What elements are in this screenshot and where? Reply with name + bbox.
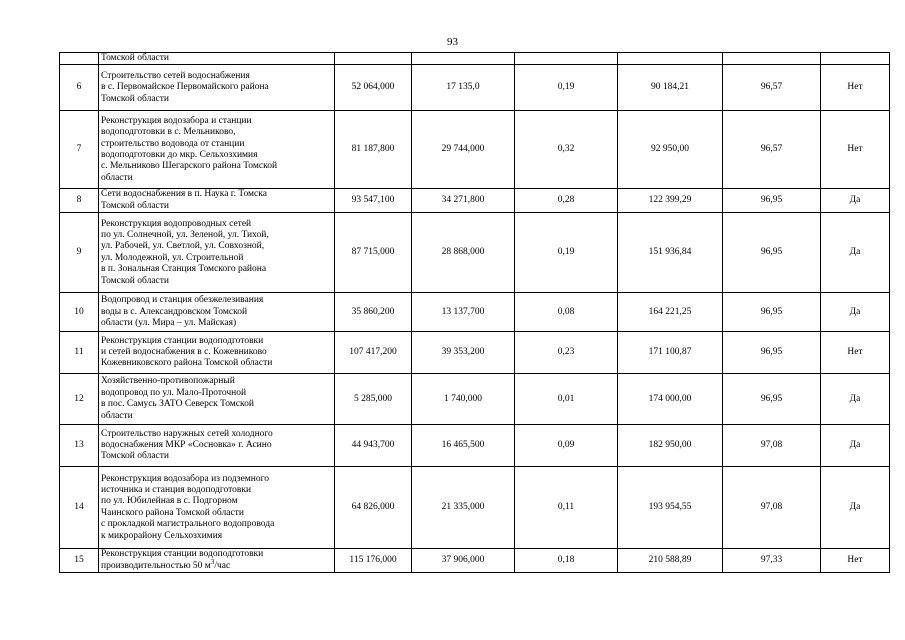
table-row	[60, 549, 890, 573]
cost-cell	[335, 53, 412, 65]
project-name-line: Реконструкция водозабора и станции	[101, 115, 252, 126]
capacity-cell: 28 868,000	[412, 213, 515, 293]
row-number: 9	[60, 213, 99, 293]
table-row	[60, 53, 890, 65]
row-number: 6	[60, 65, 99, 111]
project-name-line: Томской области	[101, 200, 169, 211]
project-name-line: Томской области	[101, 275, 169, 286]
share-cell: 0,19	[515, 213, 618, 293]
project-name	[99, 467, 335, 549]
project-name	[99, 332, 335, 374]
cost-cell: 35 860,200	[335, 293, 412, 332]
flag-cell: Да	[821, 467, 890, 549]
percent-cell: 96,95	[723, 332, 821, 374]
cumulative-cell: 151 936,84	[618, 213, 723, 293]
capacity-cell: 37 906,000	[412, 549, 515, 573]
percent-cell: 97,08	[723, 467, 821, 549]
project-name-line: по ул. Солнечной, ул. Зеленой, ул. Тихой,	[101, 229, 269, 240]
percent-cell: 96,57	[723, 111, 821, 189]
project-name-line: области	[101, 172, 133, 183]
table-row	[60, 189, 890, 213]
share-cell: 0,23	[515, 332, 618, 374]
row-number	[60, 53, 99, 65]
table-row	[60, 65, 890, 111]
project-name	[99, 53, 335, 65]
project-name-line: Томской области	[101, 451, 169, 462]
project-name-line: воды в с. Александровском Томской	[101, 306, 248, 317]
superscript: 3	[210, 557, 215, 566]
row-number: 10	[60, 293, 99, 332]
percent-cell	[723, 53, 821, 65]
projects-table	[59, 52, 890, 573]
project-name-line: и сетей водоснабжения в с. Кожевниково	[101, 347, 267, 358]
capacity-cell: 39 353,200	[412, 332, 515, 374]
project-name-line: Томской области	[101, 53, 169, 63]
share-cell: 0,28	[515, 189, 618, 213]
capacity-cell: 21 335,000	[412, 467, 515, 549]
project-name-line: в пос. Самусь ЗАТО Северск Томской	[101, 399, 254, 410]
row-number: 8	[60, 189, 99, 213]
project-name	[99, 425, 335, 467]
project-name-line: с прокладкой магистрального водопровода	[101, 519, 275, 530]
row-number: 7	[60, 111, 99, 189]
project-name-line: Реконструкция водопроводных сетей	[101, 218, 252, 229]
cost-cell: 93 547,100	[335, 189, 412, 213]
cost-cell: 5 285,000	[335, 374, 412, 425]
project-name-line: водоподготовки до мкр. Сельхозхимия	[101, 149, 258, 160]
project-name-line: водоподготовки в с. Мельниково,	[101, 127, 236, 138]
flag-cell: Да	[821, 425, 890, 467]
table-row	[60, 213, 890, 293]
cost-cell: 64 826,000	[335, 467, 412, 549]
project-name-line: с. Мельниково Шегарского района Томской	[101, 161, 278, 172]
project-name-line: в п. Зональная Станция Томского района	[101, 264, 267, 275]
share-cell: 0,08	[515, 293, 618, 332]
table-row	[60, 425, 890, 467]
project-name-line: к микрорайону Сельхозхимия	[101, 530, 223, 541]
project-name	[99, 65, 335, 111]
flag-cell: Да	[821, 189, 890, 213]
project-name-line: Водопровод и станция обезжелезивания	[101, 295, 264, 306]
cumulative-cell: 210 588,89	[618, 549, 723, 573]
row-number: 13	[60, 425, 99, 467]
cumulative-cell: 193 954,55	[618, 467, 723, 549]
project-name	[99, 549, 335, 573]
project-name-line: производительностью 50 $м^3$/час	[101, 557, 231, 571]
share-cell: 0,19	[515, 65, 618, 111]
share-cell: 0,09	[515, 425, 618, 467]
percent-cell: 96,95	[723, 293, 821, 332]
flag-cell	[821, 53, 890, 65]
flag-cell: Нет	[821, 549, 890, 573]
percent-cell: 96,57	[723, 65, 821, 111]
percent-cell: 96,95	[723, 213, 821, 293]
project-name-line: Хозяйственно-противопожарный	[101, 376, 235, 387]
table-row	[60, 293, 890, 332]
cumulative-cell: 171 100,87	[618, 332, 723, 374]
share-cell: 0,18	[515, 549, 618, 573]
cost-cell: 44 943,700	[335, 425, 412, 467]
percent-cell: 96,95	[723, 374, 821, 425]
cost-cell: 81 187,800	[335, 111, 412, 189]
capacity-cell: 17 135,0	[412, 65, 515, 111]
project-name	[99, 189, 335, 213]
project-name-line: области	[101, 410, 133, 421]
project-name-line: области (ул. Мира – ул. Майская)	[101, 317, 237, 328]
project-name	[99, 111, 335, 189]
cost-cell: 107 417,200	[335, 332, 412, 374]
flag-cell: Нет	[821, 332, 890, 374]
percent-cell: 97,08	[723, 425, 821, 467]
capacity-cell: 13 137,700	[412, 293, 515, 332]
share-cell: 0,11	[515, 467, 618, 549]
project-name-line: в с. Первомайское Первомайского района	[101, 82, 269, 93]
project-name-line: Чаинского района Томской области	[101, 507, 244, 518]
cumulative-cell	[618, 53, 723, 65]
cumulative-cell: 174 000,00	[618, 374, 723, 425]
table-row	[60, 374, 890, 425]
project-name	[99, 374, 335, 425]
project-name-line: строительство водовода от станции	[101, 138, 245, 149]
flag-cell: Да	[821, 213, 890, 293]
project-name-line: водопровод по ул. Мало-Проточной	[101, 387, 247, 398]
page-number: 93	[447, 36, 458, 48]
flag-cell: Нет	[821, 111, 890, 189]
project-name-line: водоснабжения МКР «Сосновка» г. Асино	[101, 440, 272, 451]
project-name-line: Строительство сетей водоснабжения	[101, 70, 250, 81]
row-number: 14	[60, 467, 99, 549]
table-row	[60, 332, 890, 374]
cumulative-cell: 182 950,00	[618, 425, 723, 467]
project-name-line: Кожевниковского района Томской области	[101, 358, 273, 369]
project-name-line: источника и станция водоподготовки	[101, 484, 252, 495]
capacity-cell	[412, 53, 515, 65]
row-number: 15	[60, 549, 99, 573]
project-name-line: Строительство наружных сетей холодного	[101, 428, 273, 439]
flag-cell: Нет	[821, 65, 890, 111]
capacity-cell: 16 465,500	[412, 425, 515, 467]
table-row	[60, 467, 890, 549]
share-cell	[515, 53, 618, 65]
cumulative-cell: 92 950,00	[618, 111, 723, 189]
row-number: 11	[60, 332, 99, 374]
project-name-line: ул. Молодежной, ул. Строительной	[101, 252, 244, 263]
project-name-line: ул. Рабочей, ул. Светлой, ул. Совхозной,	[101, 241, 265, 252]
cumulative-cell: 90 184,21	[618, 65, 723, 111]
flag-cell: Да	[821, 374, 890, 425]
cumulative-cell: 122 399,29	[618, 189, 723, 213]
capacity-cell: 1 740,000	[412, 374, 515, 425]
project-name-line: Реконструкция станции водоподготовки	[101, 549, 264, 560]
project-name	[99, 293, 335, 332]
project-name-line: Томской области	[101, 93, 169, 104]
project-name-line: Реконструкция станции водоподготовки	[101, 335, 264, 346]
project-name-line: Реконструкция водозабора из подземного	[101, 473, 270, 484]
capacity-cell: 29 744,000	[412, 111, 515, 189]
row-number: 12	[60, 374, 99, 425]
cumulative-cell: 164 221,25	[618, 293, 723, 332]
share-cell: 0,32	[515, 111, 618, 189]
project-name-line: по ул. Юбилейная в с. Подгорном	[101, 496, 238, 507]
table-row	[60, 111, 890, 189]
capacity-cell: 34 271,800	[412, 189, 515, 213]
project-name-line: Сети водоснабжения в п. Наука г. Томска	[101, 189, 267, 200]
percent-cell: 96,95	[723, 189, 821, 213]
percent-cell: 97,33	[723, 549, 821, 573]
cost-cell: 115 176,000	[335, 549, 412, 573]
share-cell: 0,01	[515, 374, 618, 425]
cost-cell: 52 064,000	[335, 65, 412, 111]
flag-cell: Да	[821, 293, 890, 332]
project-name	[99, 213, 335, 293]
cost-cell: 87 715,000	[335, 213, 412, 293]
